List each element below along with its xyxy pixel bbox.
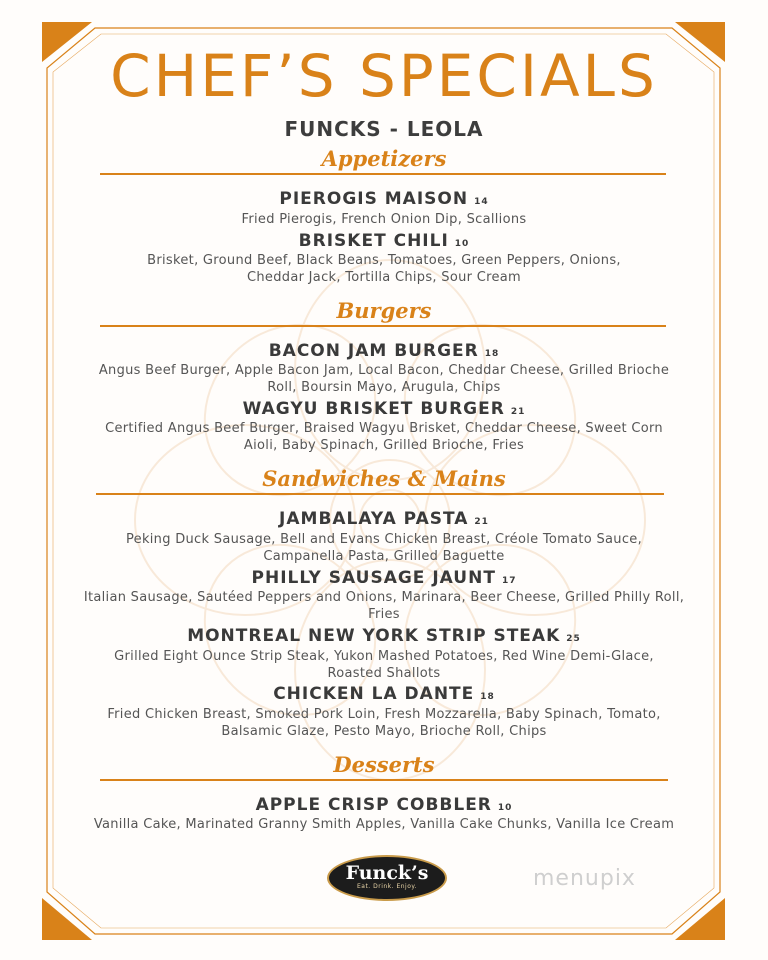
section-heading-appetizers: Appetizers — [321, 146, 447, 171]
menu-item-description: Certified Angus Beef Burger, Braised Wagyu Brisket, Cheddar Cheese, Sweet Corn Aioli, Baby Spinach, Grilled Brioche, Fries — [105, 421, 663, 453]
menu-item-description: Fried Pierogis, French Onion Dip, Scallions — [241, 212, 527, 227]
logo-tagline: Eat. Drink. Enjoy. — [356, 883, 417, 890]
section-heading-sandwiches-mains: Sandwiches & Mains — [262, 466, 506, 491]
watermark-text: menupix — [533, 866, 636, 891]
menu-item-price: 10 — [454, 239, 470, 249]
funcks-logo-icon — [327, 855, 447, 901]
section-divider — [100, 779, 668, 781]
menu-item-title: MONTREAL NEW YORK STRIP STEAK 25 — [187, 626, 581, 646]
menu-item-price: 10 — [497, 803, 513, 813]
section-heading-burgers: Burgers — [336, 298, 432, 323]
menu-item-title: JAMBALAYA PASTA 21 — [279, 509, 489, 529]
menu-item-description: Peking Duck Sausage, Bell and Evans Chicken Breast, Créole Tomato Sauce, Campanella Pasta, Grilled Baguette — [125, 532, 643, 564]
menu-item-title: WAGYU BRISKET BURGER 21 — [242, 399, 526, 419]
menu-item-description: Italian Sausage, Sautéed Peppers and Onions, Marinara, Beer Cheese, Grilled Philly Roll, Fries — [83, 590, 685, 622]
section-divider — [100, 173, 666, 175]
menu-item-price: 21 — [510, 407, 526, 417]
menu-item-title: BACON JAM BURGER 18 — [268, 341, 500, 361]
menu-item-price: 17 — [501, 576, 517, 586]
menu-item-price: 25 — [566, 634, 581, 644]
menu-item-price: 21 — [474, 517, 489, 527]
section-divider — [96, 493, 664, 495]
menu-item-title: PIEROGIS MAISON 14 — [279, 189, 489, 209]
menu-item-description: Vanilla Cake, Marinated Granny Smith Apples, Vanilla Cake Chunks, Vanilla Ice Cream — [93, 817, 675, 832]
menu-item-price: 14 — [474, 197, 489, 207]
menu-item-price: 18 — [484, 349, 500, 359]
menu-item-description: Fried Chicken Breast, Smoked Pork Loin, Fresh Mozzarella, Baby Spinach, Tomato, Balsamic Glaze, Pesto Mayo, Brioche Roll, Chips — [107, 707, 661, 739]
menu-item-description: Brisket, Ground Beef, Black Beans, Tomatoes, Green Peppers, Onions, Cheddar Jack, Tortilla Chips, Sour Cream — [147, 253, 621, 285]
section-divider — [100, 325, 666, 327]
menu-item-title: CHICKEN LA DANTE 18 — [273, 684, 495, 704]
restaurant-location: FUNCKS - LEOLA — [284, 117, 484, 141]
menu-item-title: BRISKET CHILI 10 — [298, 231, 470, 251]
page-title: CHEF’S SPECIALS — [110, 42, 658, 110]
menu-item-description: Grilled Eight Ounce Strip Steak, Yukon Mashed Potatoes, Red Wine Demi-Glace, Roasted Shallots — [114, 649, 654, 681]
menu-item-description: Angus Beef Burger, Apple Bacon Jam, Local Bacon, Cheddar Cheese, Grilled Brioche Roll, Boursin Mayo, Arugula, Chips — [98, 363, 670, 395]
section-heading-desserts: Desserts — [333, 752, 435, 777]
menu-item-price: 18 — [480, 692, 495, 702]
menu-item-title: APPLE CRISP COBBLER 10 — [255, 795, 513, 815]
menu-item-title: PHILLY SAUSAGE JAUNT 17 — [251, 568, 517, 588]
logo-name: Funck’s — [345, 862, 429, 884]
